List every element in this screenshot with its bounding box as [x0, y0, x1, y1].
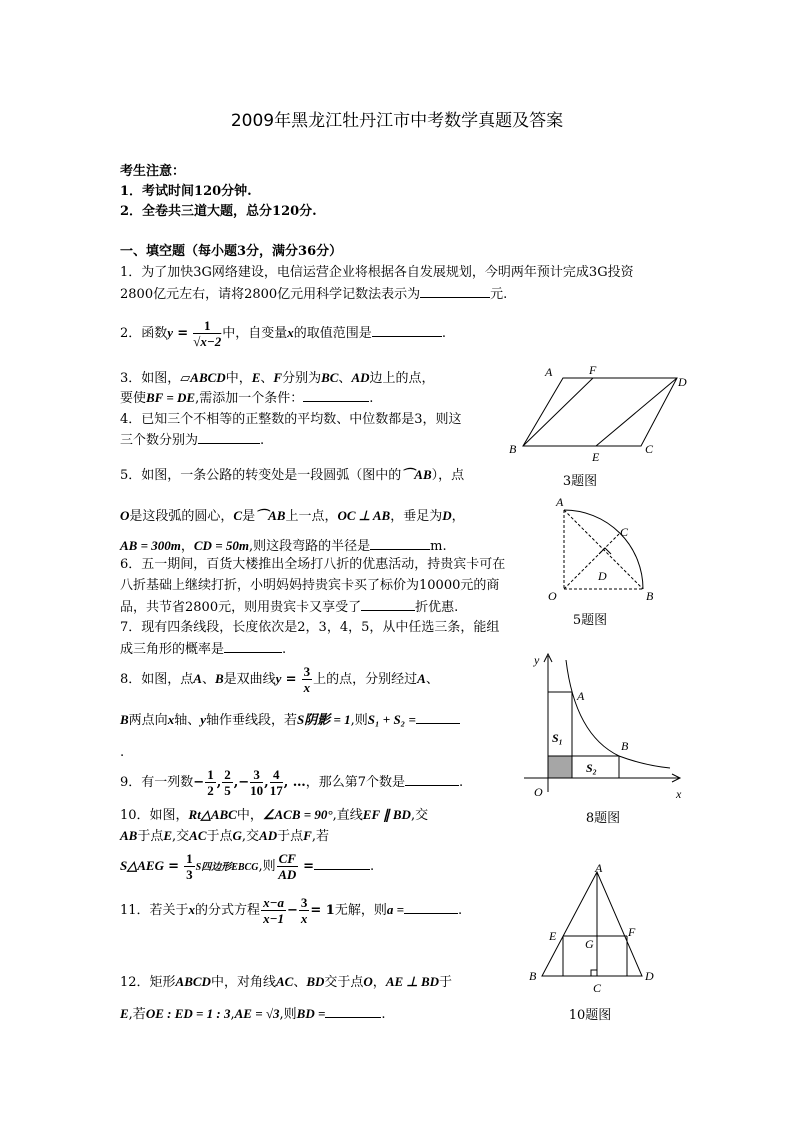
q8-line3: . [120, 745, 125, 760]
figure-10 [525, 862, 665, 1002]
q3-line1: 3．如图，▱ABCD中，E、F分别为BC、AD边上的点， [120, 370, 435, 386]
fig10-caption: 10题图 [568, 1008, 612, 1023]
fig5-label-d: D [598, 569, 607, 583]
fig5-label-c: C [620, 525, 629, 539]
section-heading: 一、填空题（每小题3分，满分36分） [120, 244, 343, 259]
q7-line1: 7．现有四条线段，长度依次是2，3，4，5，从中任选三条，能组 [120, 620, 500, 635]
q6-line3: 品，共节省2800元，则用贵宾卡又享受了 折优惠. [120, 600, 459, 615]
fig10-label-a: A [595, 862, 603, 875]
q8-line2: B两点向x轴、y轴作垂线段，若S阴影 = 1,则S₁ + S₂ = [120, 711, 460, 730]
q8-line1: 8．如图，点A、B是双曲线y = $\frac{3}{x}$ 上的点，分别经过A、 [120, 663, 439, 695]
q5-line1: 5．如图，一条公路的转变处是一段圆弧（图中的⌒AB），点 [120, 467, 465, 483]
fig3-label-b: B [509, 442, 517, 456]
figure-3 [505, 362, 695, 462]
fig5-caption: 5题图 [572, 613, 608, 628]
q4-line1: 4．已知三个不相等的正整数的平均数、中位数都是3，则这 [120, 412, 462, 427]
q6-line1: 6．五一期间，百货大楼推出全场打八折的优惠活动，持贵宾卡可在 [120, 557, 506, 572]
q6-line2: 八折基础上继续打折，小明妈妈持贵宾卡买了标价为10000元的商 [120, 578, 500, 593]
fig8-label-b: B [621, 739, 629, 753]
fig8-label-s2: S₂ [586, 761, 597, 775]
fig3-label-c: C [645, 442, 654, 456]
q12-line2: E,若OE : ED = 1 : 3,AE = √3,则BD = . [120, 1006, 386, 1022]
q11: 11．若关于x的分式方程 $\frac{x-a}{x-1}$ − $\frac{3}{x}$ = 1无解，则a = . [120, 894, 463, 926]
fig8-label-a: A [577, 689, 585, 703]
fig10-label-g: G [585, 937, 594, 951]
q10-line2: AB于点E,交AC于点G,交AD于点F,若 [120, 828, 329, 844]
notice-item-1: 1．考试时间120分钟. [120, 184, 252, 199]
notice-heading: 考生注意： [120, 164, 186, 179]
fig3-label-d: D [678, 375, 687, 389]
fig5-label-o: O [548, 589, 557, 603]
fig10-label-c: C [593, 981, 602, 995]
fig5-label-b: B [646, 589, 654, 603]
fig8-caption: 8题图 [585, 811, 621, 826]
fig3-label-e: E [592, 450, 600, 462]
fig10-label-f: F [628, 925, 636, 939]
fig5-label-a: A [556, 495, 564, 509]
q12-line1: 12．矩形ABCD中，对角线AC、BD交于点O，AE ⊥ BD于 [120, 974, 453, 990]
fig10-label-b: B [529, 969, 537, 983]
q10-line3: S△AEG = $\frac{1}{3}$ S四边形EBCG,则 $\frac{CF}{AD}$ = . [120, 850, 375, 882]
fig8-label-x: x [676, 787, 682, 800]
q3-line2: 要使BF = DE,需添加一个条件： . [120, 390, 374, 406]
q5-line2: O是这段弧的圆心，C是⌒AB上一点，OC ⊥ AB，垂足为D， [120, 508, 465, 524]
figure-8 [520, 650, 690, 800]
q1-line1: 1．为了加快3G网络建设，电信运营企业将根据各自发展规划，今明两年预计完成3G投资 [120, 265, 634, 280]
fig3-label-a: A [545, 365, 553, 379]
fig10-label-e: E [549, 929, 557, 943]
q2: 2．函数y = $\frac{1}{√x-2}$ 中，自变量x的取值范围是 . [120, 317, 446, 349]
fig8-label-o: O [534, 785, 543, 799]
fig10-label-d: D [645, 969, 654, 983]
fig8-label-s1: S₁ [552, 731, 563, 745]
q1-line2: 2800亿元左右，请将2800亿元用科学记数法表示为 元. [120, 287, 508, 302]
page-title: 2009年黑龙江牡丹江市中考数学真题及答案 [230, 111, 564, 131]
q2-fraction: $\frac{1}{√x-2}$ [193, 317, 222, 349]
q4-line2: 三个数分别为 . [120, 433, 265, 448]
figure-5 [540, 494, 660, 604]
q9: 9．有一列数− $\frac{1}{2}$ , $\frac{2}{5}$ ,− $\frac{3}{10}$ , $\frac{4}{17}$ , …，那么第7个数是 . [120, 766, 464, 798]
q7-line2: 成三角形的概率是 . [120, 642, 287, 657]
fig3-caption: 3题图 [562, 474, 598, 489]
q10-line1: 10．如图，Rt△ABC中，∠ACB = 90°,直线EF ∥ BD,交 [120, 807, 429, 823]
fig3-label-f: F [589, 363, 597, 377]
notice-item-2: 2．全卷共三道大题，总分120分. [120, 204, 317, 219]
fig8-label-y: y [534, 653, 540, 667]
q5-line3: AB = 300m，CD = 50m,则这段弯路的半径是 m. [120, 538, 447, 554]
